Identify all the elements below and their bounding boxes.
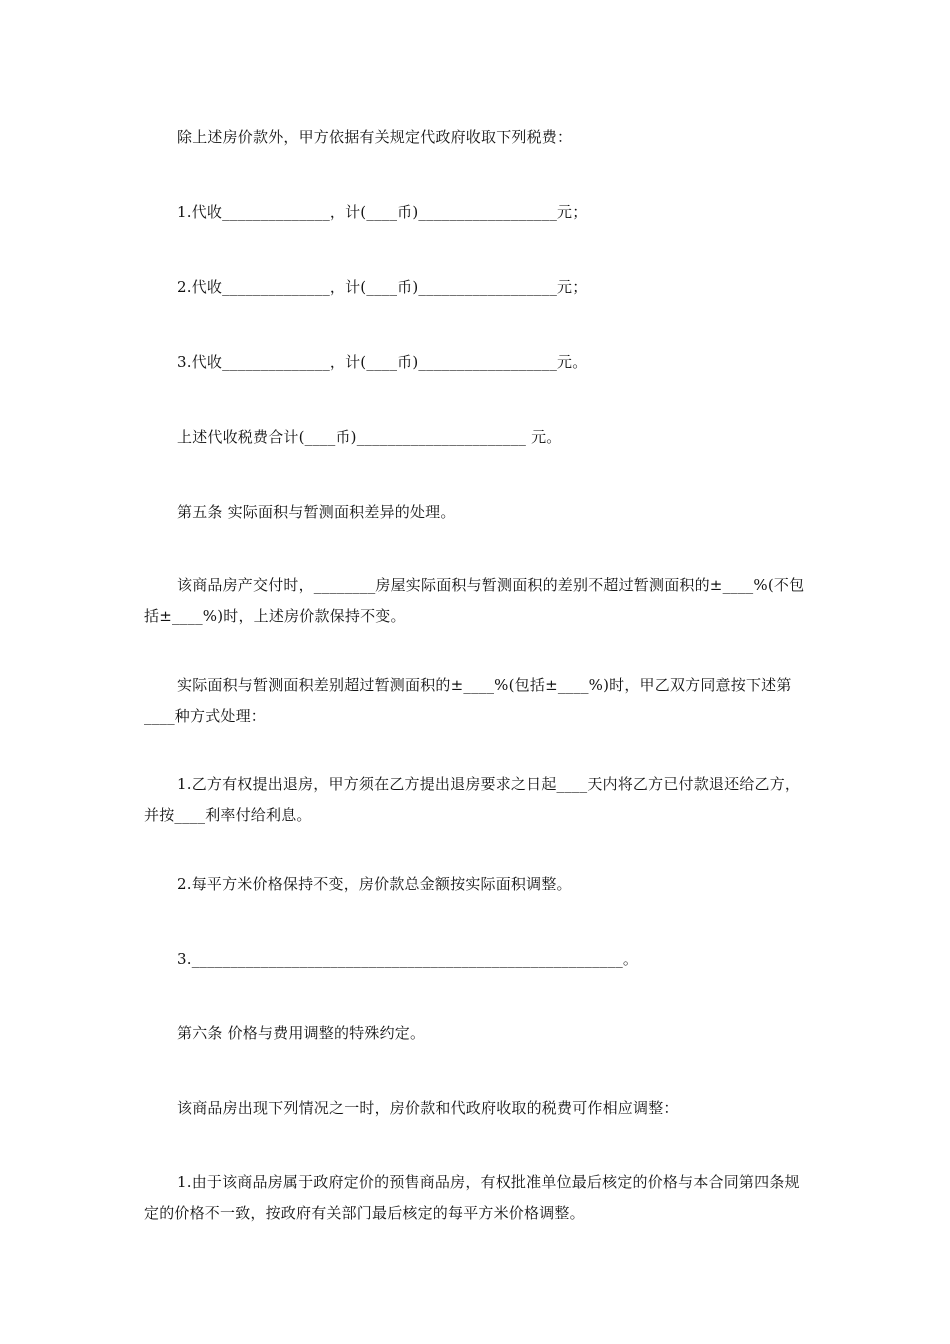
article-5-heading: 第五条 实际面积与暂测面积差异的处理。	[177, 503, 456, 521]
paragraph-tax-item-3: 3.代收______________，计(____币)__________________元。	[177, 353, 588, 371]
paragraph-area-exceed: 实际面积与暂测面积差别超过暂测面积的±____%(包括±____%)时，甲乙双方同意按下述第____种方式处理：	[144, 676, 792, 725]
paragraph-tax-item-2: 2.代收______________，计(____币)__________________元；	[177, 278, 588, 296]
paragraph-tax-total: 上述代收税费合计(____币)______________________ 元。	[177, 428, 562, 446]
paragraph-area-within: 该商品房产交付时，________房屋实际面积与暂测面积的差别不超过暂测面积的±____%(不包括±____%)时，上述房价款保持不变。	[144, 576, 805, 625]
paragraph-option-1: 1.乙方有权提出退房，甲方须在乙方提出退房要求之日起____天内将乙方已付款退还给乙方，并按____利率付给利息。	[144, 775, 801, 824]
paragraph-adjust-item-1: 1.由于该商品房属于政府定价的预售商品房，有权批准单位最后核定的价格与本合同第四条规定的价格不一致，按政府有关部门最后核定的每平方米价格调整。	[144, 1173, 800, 1222]
paragraph-tax-intro: 除上述房价款外，甲方依据有关规定代政府收取下列税费：	[177, 128, 573, 146]
paragraph-option-3: 3.________________________________________________________。	[177, 950, 639, 968]
paragraph-adjust-intro: 该商品房出现下列情况之一时，房价款和代政府收取的税费可作相应调整：	[177, 1099, 679, 1117]
paragraph-tax-item-1: 1.代收______________，计(____币)__________________元；	[177, 203, 588, 221]
paragraph-option-2: 2.每平方米价格保持不变，房价款总金额按实际面积调整。	[177, 875, 572, 893]
article-6-heading: 第六条 价格与费用调整的特殊约定。	[177, 1024, 426, 1042]
